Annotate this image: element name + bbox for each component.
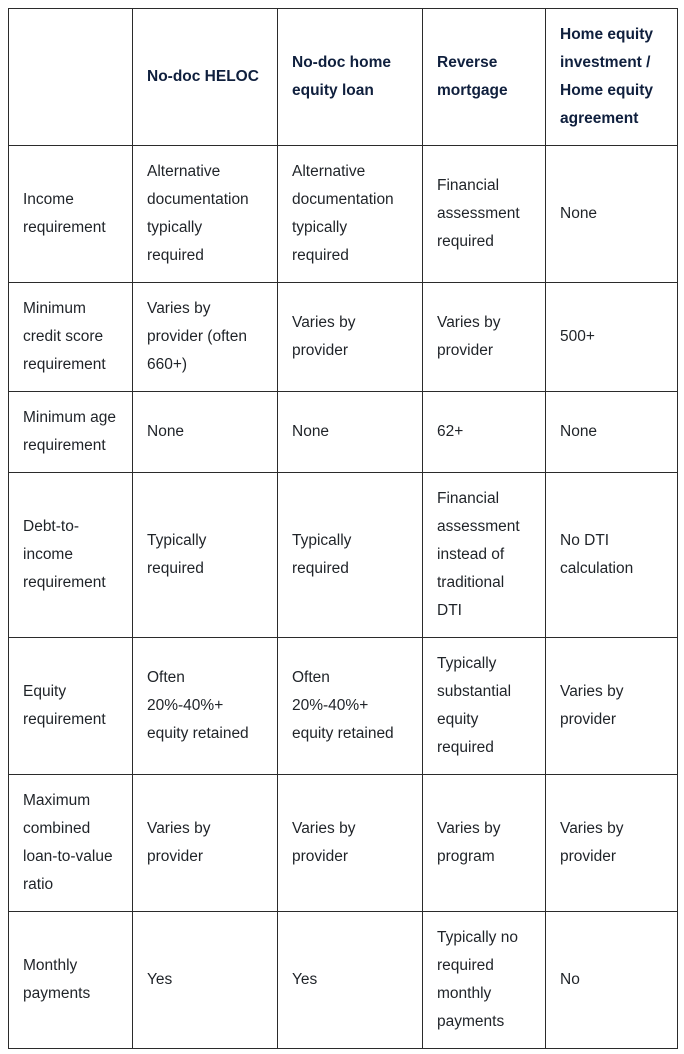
table-cell: Varies by program xyxy=(423,775,546,912)
comparison-table xyxy=(8,8,678,1049)
header-empty-cell xyxy=(9,9,133,146)
table-row xyxy=(9,775,678,912)
header-reverse-mortgage: Reverse mortgage xyxy=(423,9,546,146)
table-cell: 62+ xyxy=(423,392,546,473)
header-row xyxy=(9,9,678,146)
row-label: Maximum combined loan-to-value ratio xyxy=(9,775,133,912)
row-label: Monthly payments xyxy=(9,912,133,1049)
table-row xyxy=(9,473,678,638)
table-row xyxy=(9,912,678,1049)
table-row xyxy=(9,146,678,283)
row-label: Minimum age requirement xyxy=(9,392,133,473)
table-cell: None xyxy=(546,146,678,283)
row-label: Debt-to-income requirement xyxy=(9,473,133,638)
table-cell: Yes xyxy=(278,912,423,1049)
header-home-equity-investment: Home equity investment / Home equity agreement xyxy=(546,9,678,146)
table-cell: Alternative documentation typically required xyxy=(278,146,423,283)
table-cell: Typically required xyxy=(278,473,423,638)
table-cell: Varies by provider xyxy=(278,775,423,912)
table-row xyxy=(9,283,678,392)
table-cell: Financial assessment instead of traditional DTI xyxy=(423,473,546,638)
table-cell: Typically no required monthly payments xyxy=(423,912,546,1049)
table-row xyxy=(9,392,678,473)
table-cell: Often 20%-40%+ equity retained xyxy=(133,638,278,775)
row-label: Equity requirement xyxy=(9,638,133,775)
table-cell: None xyxy=(546,392,678,473)
header-no-doc-home-equity-loan: No-doc home equity loan xyxy=(278,9,423,146)
table-cell: Varies by provider xyxy=(133,775,278,912)
table-cell: Varies by provider (often 660+) xyxy=(133,283,278,392)
table-cell: Varies by provider xyxy=(278,283,423,392)
table-cell: Financial assessment required xyxy=(423,146,546,283)
table-cell: None xyxy=(133,392,278,473)
table-cell: Varies by provider xyxy=(546,775,678,912)
header-no-doc-heloc: No-doc HELOC xyxy=(133,9,278,146)
table-cell: Yes xyxy=(133,912,278,1049)
table-cell: Often 20%-40%+ equity retained xyxy=(278,638,423,775)
row-label: Minimum credit score requirement xyxy=(9,283,133,392)
table-cell: Typically required xyxy=(133,473,278,638)
table-cell: Alternative documentation typically required xyxy=(133,146,278,283)
table-cell: None xyxy=(278,392,423,473)
row-label: Income requirement xyxy=(9,146,133,283)
table-cell: 500+ xyxy=(546,283,678,392)
table-cell: No DTI calculation xyxy=(546,473,678,638)
table-cell: No xyxy=(546,912,678,1049)
table-cell: Varies by provider xyxy=(423,283,546,392)
table-cell: Varies by provider xyxy=(546,638,678,775)
table-cell: Typically substantial equity required xyxy=(423,638,546,775)
table-row xyxy=(9,638,678,775)
